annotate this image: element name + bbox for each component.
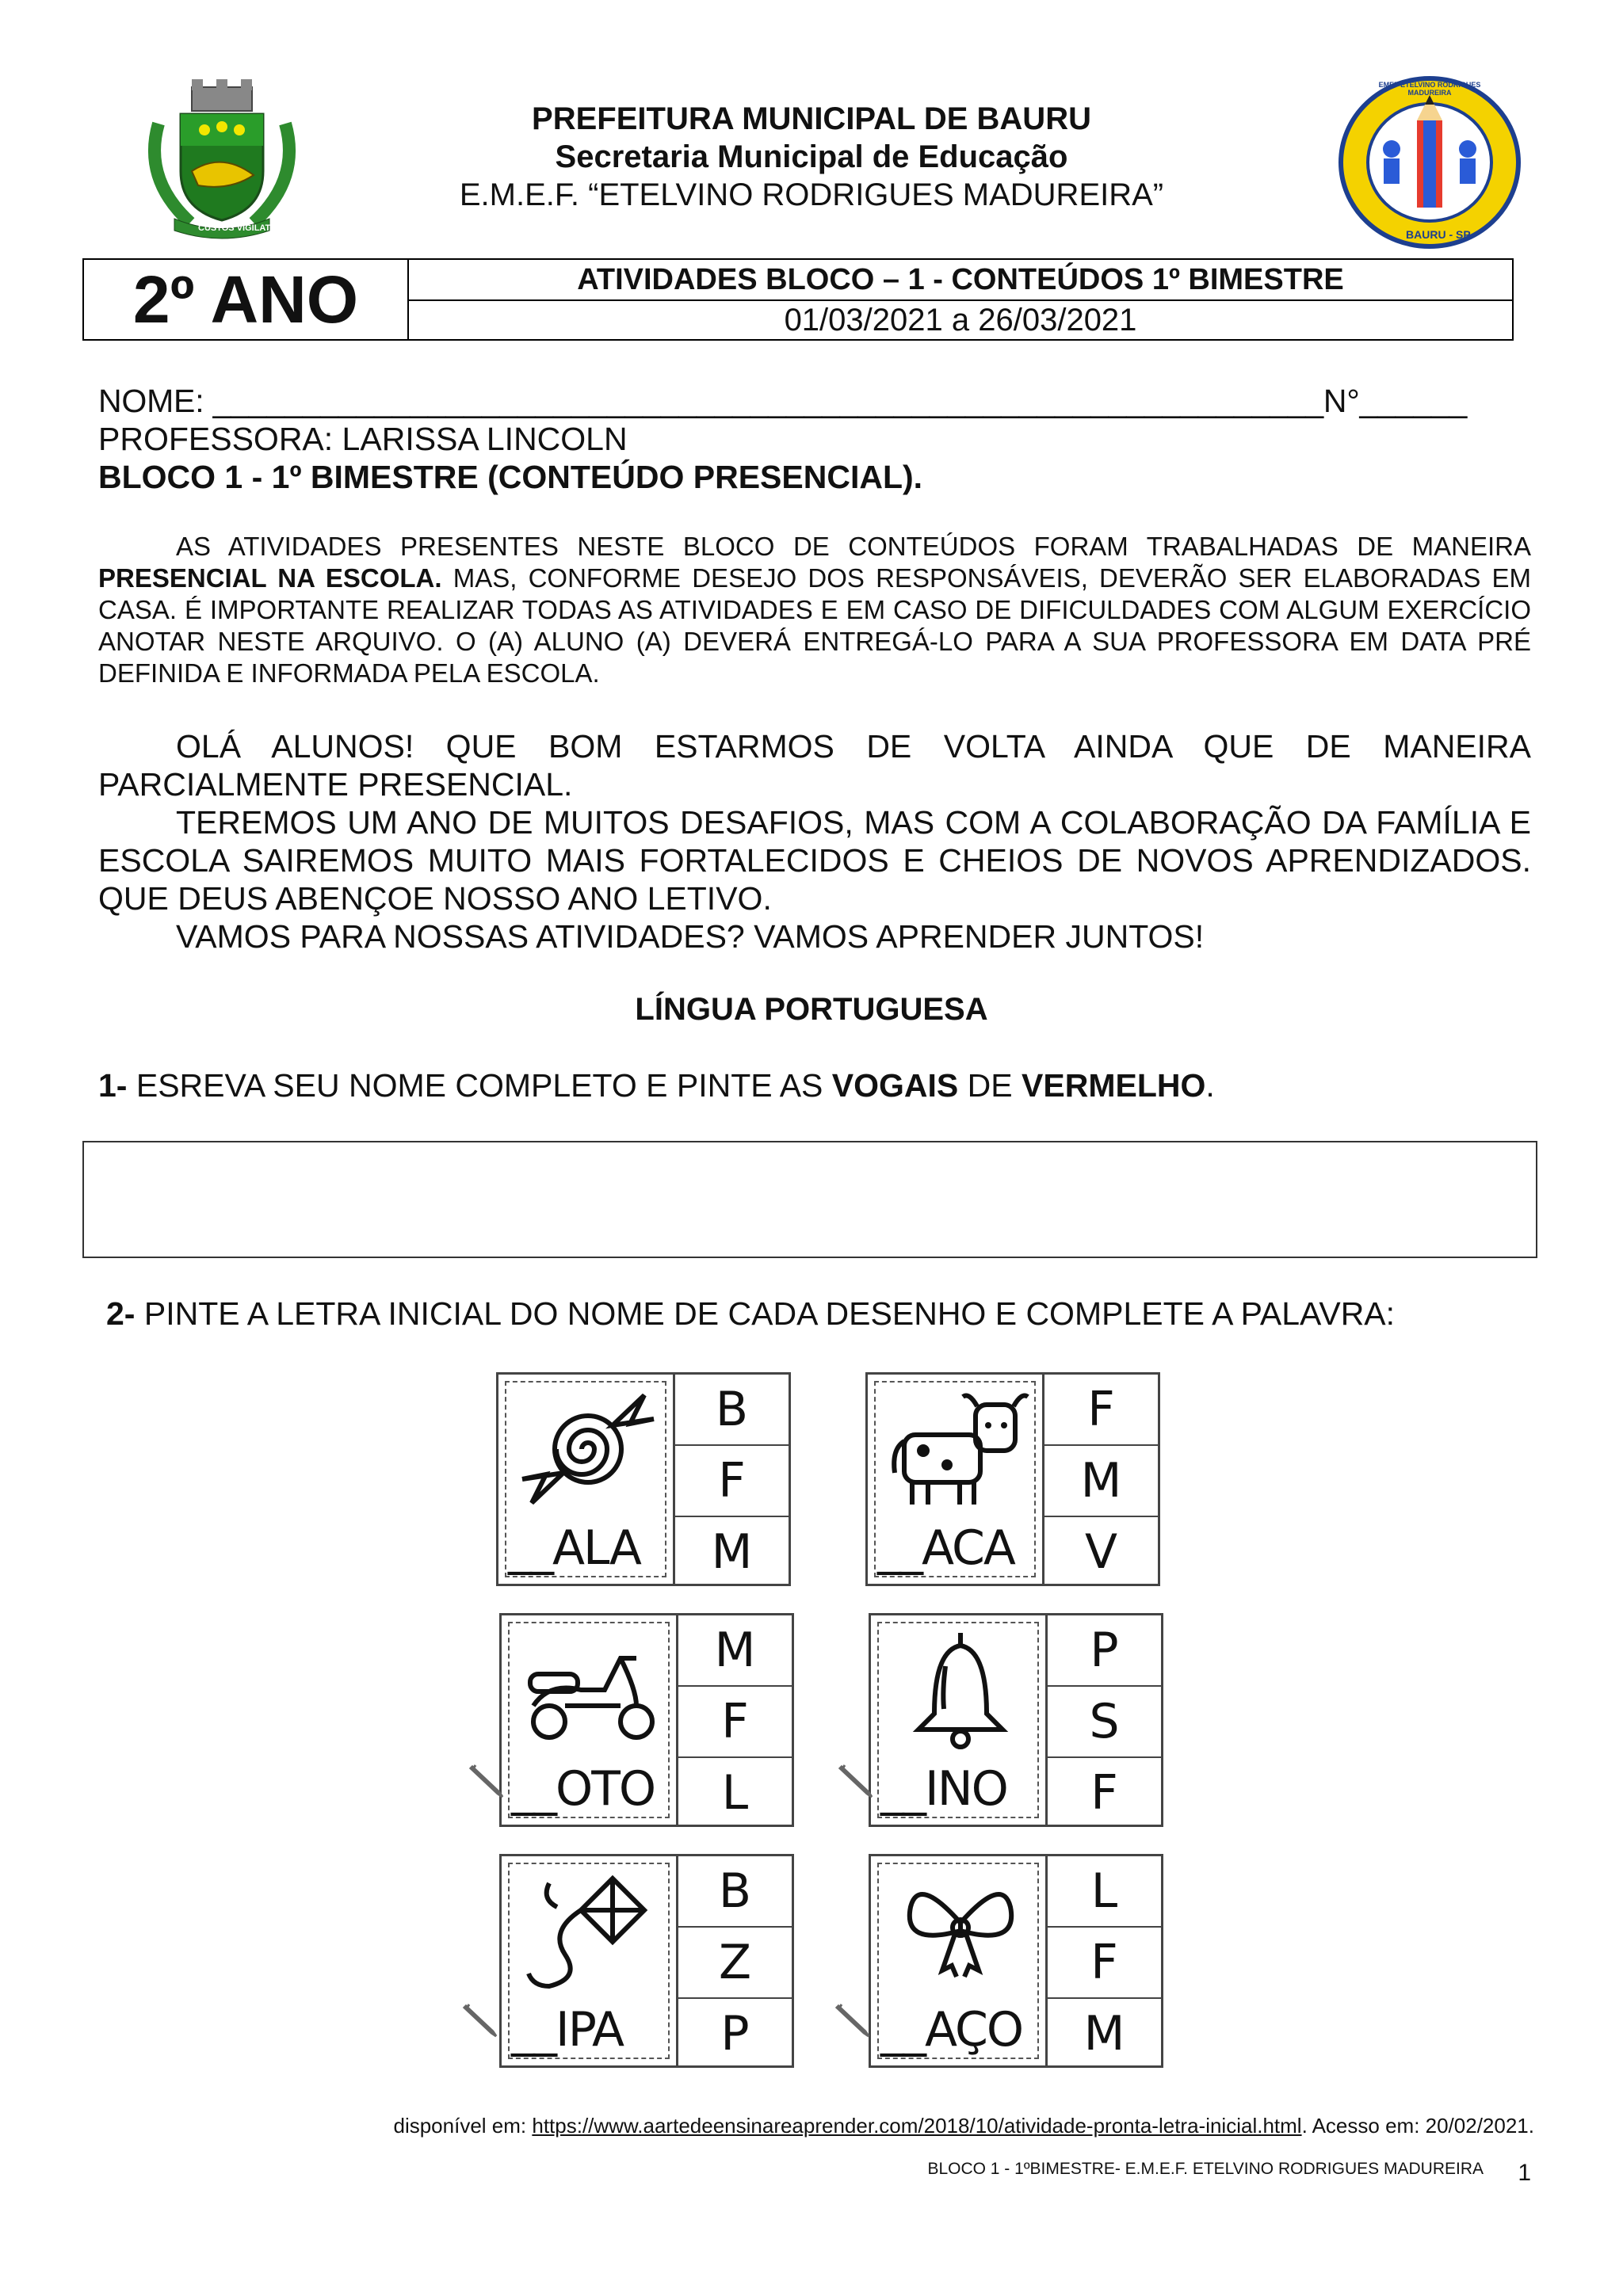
letter-options xyxy=(678,1613,794,1827)
instructions-text-2: MAS, CONFORME DESEJO DOS RESPONSÁVEIS, DEVERÃO SER ELABORADAS EM CASA. É IMPORTANTE REALIZAR TODAS AS ATIVIDADES E EM CASO DE DIFICULDADES COM ALGUM EXERCÍCIO ANOTAR NESTE ARQUIVO. O (A) ALUNO (A) DEVERÁ ENTREGÁ-LO PARA A SUA PROFESSORA EM DATA PRÉ DEFINIDA E INFORMADA PELA ESCOLA. xyxy=(98,563,1531,688)
letter-option[interactable]: F xyxy=(675,1446,789,1517)
card-word[interactable]: __INO xyxy=(880,1761,1007,1817)
question-2-number: 2- xyxy=(106,1295,136,1332)
bow-icon xyxy=(887,1867,1034,1994)
grade-table xyxy=(82,258,1514,341)
letter-card-kite xyxy=(499,1854,794,2071)
letter-card-cow xyxy=(865,1372,1160,1589)
source-prefix: disponível em: xyxy=(393,2114,533,2138)
question-1-vowels: VOGAIS xyxy=(831,1067,959,1104)
source-suffix: . Acesso em: 20/02/2021. xyxy=(1301,2114,1534,2138)
letter-option[interactable]: Z xyxy=(678,1928,792,1999)
pencil-icon xyxy=(834,2000,873,2039)
activities-period: 01/03/2021 a 26/03/2021 xyxy=(784,302,1137,338)
card-picture-frame xyxy=(499,1854,678,2068)
candy-icon xyxy=(514,1386,662,1512)
header-school-name: E.M.E.F. “ETELVINO RODRIGUES MADUREIRA” xyxy=(459,177,1164,212)
letter-card-bow xyxy=(869,1854,1163,2071)
full-name-answer-box[interactable] xyxy=(82,1141,1537,1258)
letter-options xyxy=(1048,1854,1163,2068)
card-word[interactable]: __ALA xyxy=(508,1520,640,1576)
page-footer: BLOCO 1 - 1ºBIMESTRE- E.M.E.F. ETELVINO RODRIGUES MADUREIRA xyxy=(927,2160,1484,2178)
card-picture-frame xyxy=(499,1613,678,1827)
header-secretariat: Secretaria Municipal de Educação xyxy=(555,139,1068,174)
section-title: LÍNGUA PORTUGUESA xyxy=(635,992,988,1027)
question-1 xyxy=(98,1066,1215,1104)
pencil-icon xyxy=(837,1760,876,1800)
letter-option[interactable]: L xyxy=(1048,1856,1161,1928)
letter-option[interactable]: M xyxy=(678,1615,792,1687)
question-2-text: PINTE A LETRA INICIAL DO NOME DE CADA DESENHO E COMPLETE A PALAVRA: xyxy=(135,1295,1396,1332)
question-1-number: 1- xyxy=(98,1067,128,1104)
activities-title: ATIVIDADES BLOCO – 1 - CONTEÚDOS 1º BIMESTRE xyxy=(409,260,1512,301)
question-2 xyxy=(106,1295,1395,1333)
letter-option[interactable]: F xyxy=(678,1687,792,1758)
letter-option[interactable]: B xyxy=(675,1375,789,1446)
question-1-text-2: DE xyxy=(958,1067,1022,1104)
school-logo-top-text: EMEF ETELVINO RODRIGUES MADUREIRA xyxy=(1378,81,1481,97)
header-municipality: PREFEITURA MUNICIPAL DE BAURU xyxy=(532,101,1091,136)
grade-label: 2º ANO xyxy=(84,260,409,339)
letter-option[interactable]: F xyxy=(1044,1375,1158,1446)
letter-option[interactable]: M xyxy=(1083,2006,1125,2061)
card-word[interactable]: __AÇO xyxy=(880,2002,1023,2058)
letter-options xyxy=(1048,1613,1163,1827)
letter-option[interactable]: S xyxy=(1048,1687,1161,1758)
page-number: 1 xyxy=(1518,2160,1531,2186)
letter-option[interactable]: L xyxy=(721,1765,749,1821)
card-word[interactable]: __OTO xyxy=(511,1761,655,1817)
instructions-bold: PRESENCIAL NA ESCOLA. xyxy=(98,563,442,593)
card-picture-frame xyxy=(496,1372,675,1586)
scooter-icon xyxy=(517,1627,665,1753)
teacher-line: PROFESSORA: LARISSA LINCOLN xyxy=(98,421,628,457)
name-field-line[interactable]: NOME: ______________________________________________________________N°______ xyxy=(98,383,1468,419)
letter-card-bell xyxy=(869,1613,1163,1830)
letter-option[interactable]: P xyxy=(1048,1615,1161,1687)
coat-of-arms-motto: CUSTOS VIGILAT xyxy=(198,223,271,233)
source-citation xyxy=(393,2114,1534,2138)
cow-icon xyxy=(884,1386,1031,1512)
instructions-paragraph xyxy=(98,531,1531,689)
pencil-icon xyxy=(468,1760,507,1800)
card-picture-frame xyxy=(865,1372,1044,1586)
card-word[interactable]: __ACA xyxy=(877,1520,1014,1576)
letter-option[interactable]: M xyxy=(711,1524,753,1580)
letter-option[interactable]: F xyxy=(1090,1765,1118,1821)
letter-card-scooter xyxy=(499,1613,794,1830)
letter-option[interactable]: P xyxy=(720,2006,750,2061)
question-1-text: ESREVA SEU NOME COMPLETO E PINTE AS xyxy=(127,1067,832,1104)
letter-option[interactable]: B xyxy=(678,1856,792,1928)
letter-options xyxy=(678,1854,794,2068)
letter-option[interactable]: V xyxy=(1084,1524,1118,1580)
instructions-text-1: AS ATIVIDADES PRESENTES NESTE BLOCO DE CONTEÚDOS FORAM TRABALHADAS DE MANEIRA xyxy=(176,532,1531,561)
bell-icon xyxy=(887,1627,1034,1753)
pencil-icon xyxy=(461,2000,501,2039)
letter-option[interactable]: F xyxy=(1048,1928,1161,1999)
card-picture-frame xyxy=(869,1854,1048,2068)
letter-card-candy xyxy=(496,1372,791,1589)
question-1-period: . xyxy=(1205,1067,1215,1104)
letter-options xyxy=(1044,1372,1160,1586)
source-link[interactable]: https://www.aartedeensinareaprender.com/2018/10/atividade-pronta-letra-inicial.html xyxy=(532,2114,1302,2138)
card-word[interactable]: __IPA xyxy=(511,2002,624,2058)
greeting-paragraph-2: TEREMOS UM ANO DE MUITOS DESAFIOS, MAS COM A COLABORAÇÃO DA FAMÍLIA E ESCOLA SAIREMOS MUITO MAIS FORTALECIDOS E CHEIOS DE NOVOS APRENDIZADOS. QUE DEUS ABENÇOE NOSSO ANO LETIVO. xyxy=(98,804,1531,917)
question-1-red: VERMELHO xyxy=(1022,1067,1206,1104)
letter-option[interactable]: M xyxy=(1044,1446,1158,1517)
kite-icon xyxy=(517,1867,665,1994)
block-line: BLOCO 1 - 1º BIMESTRE (CONTEÚDO PRESENCIAL). xyxy=(98,459,923,495)
greeting-paragraph-3: VAMOS PARA NOSSAS ATIVIDADES? VAMOS APRENDER JUNTOS! xyxy=(176,918,1205,955)
letter-options xyxy=(675,1372,791,1586)
card-picture-frame xyxy=(869,1613,1048,1827)
school-logo-bottom-text: BAURU - SP xyxy=(1406,228,1471,241)
greeting-paragraph-1: OLÁ ALUNOS! QUE BOM ESTARMOS DE VOLTA AINDA QUE DE MANEIRA PARCIALMENTE PRESENCIAL. xyxy=(98,728,1531,803)
